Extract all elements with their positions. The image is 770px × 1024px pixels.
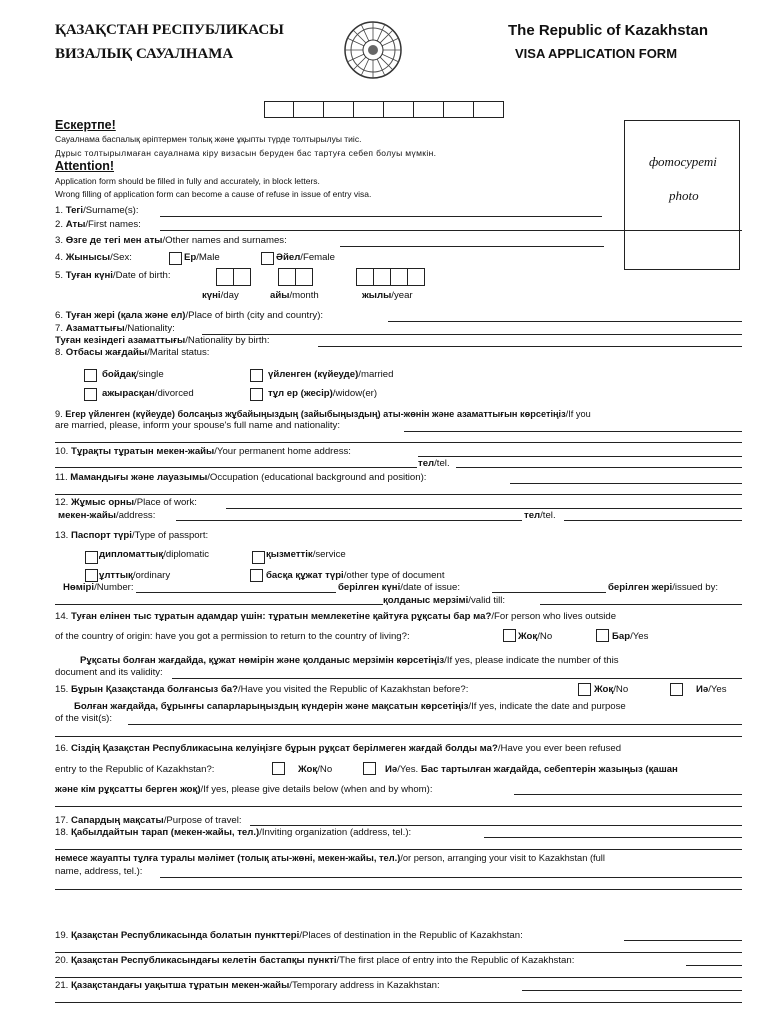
q4-label: 4. Жынысы/Sex: <box>55 252 132 263</box>
marital-divorced-checkbox[interactable] <box>84 388 97 401</box>
note-title-en: Attention! <box>55 159 115 173</box>
q6-label: 6. Туған жері (қала және ел)/Place of birth (city and country): <box>55 310 324 321</box>
passport-diplomatic-label: дипломаттық/diplomatic <box>99 549 210 560</box>
spouse-field-2[interactable] <box>55 442 742 443</box>
dob-year-label: жылы/year <box>362 290 413 301</box>
passport-service-checkbox[interactable] <box>252 551 265 564</box>
note-title-kz: Ескертпе! <box>55 118 116 132</box>
passport-number-field[interactable] <box>136 592 336 593</box>
q12-label: 12. Жұмыс орны/Place of work: <box>55 497 197 508</box>
number-box[interactable] <box>414 101 444 118</box>
marital-divorced-label: ажырасқан/divorced <box>102 388 194 399</box>
first-entry-field[interactable] <box>686 965 742 966</box>
q20-label: 20. Қазақстан Республикасындағы келетін бастапқы пункті/The first place of entry into the Republic of Kazakhstan: <box>55 955 575 966</box>
return-permission-yes-label: Бар/Yes <box>612 631 649 642</box>
passport-valid-field[interactable] <box>540 604 742 605</box>
other-names-field[interactable] <box>340 246 604 247</box>
passport-issued-by-field[interactable] <box>55 604 383 605</box>
q15-label: 15. Бұрын Қазақстанда болғансыз ба?/Have you visited the Republic of Kazakhstan before?: <box>55 684 469 695</box>
occupation-field-2[interactable] <box>55 494 742 495</box>
q7-label: 7. Азаматтығы/Nationality: <box>55 323 175 334</box>
q21-label: 21. Қазақстандағы уақытша тұратын мекен-жайы/Temporary address in Kazakhstan: <box>55 980 440 991</box>
refusal-details-field-2[interactable] <box>55 806 742 807</box>
home-tel-field[interactable] <box>456 467 742 468</box>
q8-label: 8. Отбасы жағдайы/Marital status: <box>55 347 210 358</box>
temp-address-field-2[interactable] <box>55 1002 742 1003</box>
q1-label: 1. Тегі/Surname(s): <box>55 205 139 216</box>
inviting-org-field[interactable] <box>484 837 742 838</box>
q13-label: 13. Паспорт түрі/Type of passport: <box>55 530 209 541</box>
dob-day-box-1[interactable] <box>216 268 234 286</box>
marital-widow-label: тұл ер (жесір)/widow(er) <box>268 388 378 399</box>
nationality-birth-label: Туған кезіндегі азаматтығы/Nationality by birth: <box>55 335 270 346</box>
number-box[interactable] <box>444 101 474 118</box>
passport-other-label: басқа құжат түрі/other type of document <box>266 570 445 581</box>
q3-label: 3. Өзге де тегі мен аты/Other names and surnames: <box>55 235 287 246</box>
nationality-birth-field[interactable] <box>318 346 742 347</box>
work-place-field[interactable] <box>226 508 742 509</box>
passport-service-label: қызметтік/service <box>266 549 346 560</box>
marital-single-checkbox[interactable] <box>84 369 97 382</box>
q16-followup-label: және кім рұқсатты берген жоқ)/If yes, please give details below (when and by whom): <box>55 784 433 795</box>
visited-before-yes-checkbox[interactable] <box>670 683 683 696</box>
sex-male-checkbox[interactable] <box>169 252 182 265</box>
q14-label-en: of the country of origin: have you got a permission to return to the country of living?: <box>55 631 410 642</box>
dob-day-label: күні/day <box>202 290 239 301</box>
refused-yes-checkbox[interactable] <box>363 762 376 775</box>
note-en-line1: Application form should be filled in fully and accurately, in block letters. <box>55 176 320 186</box>
q9-label-en: are married, please, inform your spouse's full name and nationality: <box>55 420 340 431</box>
form-number-boxes <box>264 101 504 118</box>
work-address-field[interactable] <box>176 520 522 521</box>
nationality-field[interactable] <box>202 334 742 335</box>
q9-label: 9. Егер үйленген (күйеуде) болсаңыз жұбайыңыздың (зайыбыңыздың) аты-жөнін және азаматтығын көрсетіңіз/If you <box>55 409 591 419</box>
refusal-details-field[interactable] <box>514 794 742 795</box>
dob-year-box-3[interactable] <box>390 268 408 286</box>
number-box[interactable] <box>384 101 414 118</box>
inviting-org-field-2[interactable] <box>55 849 742 850</box>
sex-female-label: Әйел/Female <box>276 252 335 263</box>
refused-no-checkbox[interactable] <box>272 762 285 775</box>
spouse-field[interactable] <box>404 431 742 432</box>
arranging-person-field[interactable] <box>160 877 742 878</box>
q14-followup-label: Рұқсаты болған жағдайда, құжат нөмірін және қолданыс мерзімін көрсетіңіз/If yes, please indicate the number of this <box>80 655 619 666</box>
marital-single-label: бойдақ/single <box>102 369 164 380</box>
note-kz-line1: Сауалнама баспалық әріптермен толық және ұқыпты түрде толтырылуы тиіс. <box>55 134 362 144</box>
q10-label: 10. Тұрақты тұратын мекен-жайы/Your permanent home address: <box>55 446 351 457</box>
passport-number-label: Нөмірі/Number: <box>63 582 134 593</box>
birthplace-field[interactable] <box>388 321 742 322</box>
q19-label: 19. Қазақстан Республикасында болатын пункттері/Places of destination in the Republic of Kazakhstan: <box>55 930 523 941</box>
work-tel-label: тел/tel. <box>524 510 556 521</box>
first-names-field[interactable] <box>160 230 742 231</box>
marital-married-label: үйленген (күйеуде)/married <box>268 369 394 380</box>
visits-details-field[interactable] <box>128 724 742 725</box>
dob-month-label: айы/month <box>270 290 319 301</box>
return-permission-doc-field[interactable] <box>172 678 742 679</box>
marital-widow-checkbox[interactable] <box>250 388 263 401</box>
dob-year-box-2[interactable] <box>373 268 391 286</box>
number-box[interactable] <box>474 101 504 118</box>
state-emblem-icon <box>343 20 403 80</box>
occupation-field[interactable] <box>510 483 742 484</box>
work-tel-field[interactable] <box>564 520 742 521</box>
marital-married-checkbox[interactable] <box>250 369 263 382</box>
header-kz-title: ҚАЗАҚСТАН РЕСПУБЛИКАСЫ <box>55 22 284 38</box>
q18-label: 18. Қабылдайтын тарап (мекен-жайы, тел.)/Inviting organization (address, tel.): <box>55 827 412 838</box>
note-en-line2: Wrong filling of application form can become a cause of refuse in issue of entry visa. <box>55 189 372 199</box>
q5-label: 5. Туған күні/Date of birth: <box>55 270 171 281</box>
visited-before-no-checkbox[interactable] <box>578 683 591 696</box>
sex-female-checkbox[interactable] <box>261 252 274 265</box>
destinations-field-2[interactable] <box>55 952 742 953</box>
temp-address-field[interactable] <box>522 990 742 991</box>
q15-followup-en: of the visit(s): <box>55 713 113 724</box>
surname-field[interactable] <box>160 216 602 217</box>
q17-label: 17. Сапардың мақсаты/Purpose of travel: <box>55 815 242 826</box>
q11-label: 11. Мамандығы және лауазымы/Occupation (educational background and position): <box>55 472 427 483</box>
dob-year-box-4[interactable] <box>407 268 425 286</box>
work-address-label: мекен-жайы/address: <box>58 510 156 521</box>
arranging-person-field-2[interactable] <box>55 889 742 890</box>
passport-issued-by-label: берілген жері/issued by: <box>608 582 719 593</box>
passport-valid-label: қолданыс мерзімі/valid till: <box>383 595 506 606</box>
photo-box[interactable] <box>624 120 740 270</box>
dob-month-box-2[interactable] <box>295 268 313 286</box>
home-address-field-2[interactable] <box>55 467 417 468</box>
note-kz-line2: Дұрыс толтырылмаған сауалнама кіру визасын беруден бас тартуға себеп болуы мүмкін. <box>55 148 437 158</box>
dob-year-box-1[interactable] <box>356 268 374 286</box>
header-kz-subtitle: ВИЗАЛЫҚ САУАЛНАМА <box>55 46 234 62</box>
refused-yes-label: Иә/Yes. Бас тартылған жағдайда, себептерін жазыңыз (қашан <box>385 764 678 775</box>
sex-male-label: Ер/Male <box>184 252 220 263</box>
q15-followup-label: Болған жағдайда, бұрынғы сапарларыңыздың күндерін және мақсатын көрсетіңіз/If yes, indicate the date and purpose <box>74 701 626 712</box>
q16-label-en: entry to the Republic of Kazakhstan?: <box>55 764 215 775</box>
visited-before-no-label: Жоқ/No <box>594 684 629 695</box>
photo-label-kz: фотосуреті <box>649 154 717 169</box>
dob-day-box-2[interactable] <box>233 268 251 286</box>
number-box[interactable] <box>264 101 294 118</box>
passport-issue-label: берілген күні/date of issue: <box>338 582 461 593</box>
passport-ordinary-checkbox[interactable] <box>85 569 98 582</box>
number-box[interactable] <box>354 101 384 118</box>
number-box[interactable] <box>294 101 324 118</box>
q18-followup-en: name, address, tel.): <box>55 866 143 877</box>
passport-other-checkbox[interactable] <box>250 569 263 582</box>
dob-month-box-1[interactable] <box>278 268 296 286</box>
q2-label: 2. Аты/First names: <box>55 219 141 230</box>
visited-before-yes-label: Иә/Yes <box>696 684 727 695</box>
purpose-field[interactable] <box>250 825 742 826</box>
photo-label-en: photo <box>669 188 699 203</box>
home-tel-label: тел/tel. <box>418 458 450 469</box>
header-en-title: The Republic of Kazakhstan <box>508 22 709 39</box>
refused-no-label: Жоқ/No <box>298 764 333 775</box>
return-permission-yes-checkbox[interactable] <box>596 629 609 642</box>
visits-details-field-2[interactable] <box>55 736 742 737</box>
return-permission-no-checkbox[interactable] <box>503 629 516 642</box>
passport-issue-field[interactable] <box>492 592 606 593</box>
q14-label: 14. Туған елінен тыс тұратын адамдар үшін: тұратын мемлекетіне қайтуға рұқсаты бар ма?/For person who lives outside <box>55 611 617 622</box>
passport-ordinary-label: ұлттық/ordinary <box>99 570 171 581</box>
q14-followup-en: document and its validity: <box>55 667 163 678</box>
q18-followup-label: немесе жауапты тұлға туралы мәлімет (толық аты-жөні, мекен-жайы, тел.)/or person, arranging your visit to Kazakhstan (full <box>55 853 605 863</box>
number-box[interactable] <box>324 101 354 118</box>
passport-diplomatic-checkbox[interactable] <box>85 551 98 564</box>
first-entry-field-2[interactable] <box>55 977 742 978</box>
home-address-field[interactable] <box>418 456 742 457</box>
destinations-field[interactable] <box>624 940 742 941</box>
header-en-subtitle: VISA APPLICATION FORM <box>515 46 678 61</box>
return-permission-no-label: Жоқ/No <box>518 631 553 642</box>
q16-label: 16. Сіздің Қазақстан Республикасына келуіңізге бұрын рұқсат берілмеген жағдай болды ма?/Have you ever been refused <box>55 743 622 754</box>
